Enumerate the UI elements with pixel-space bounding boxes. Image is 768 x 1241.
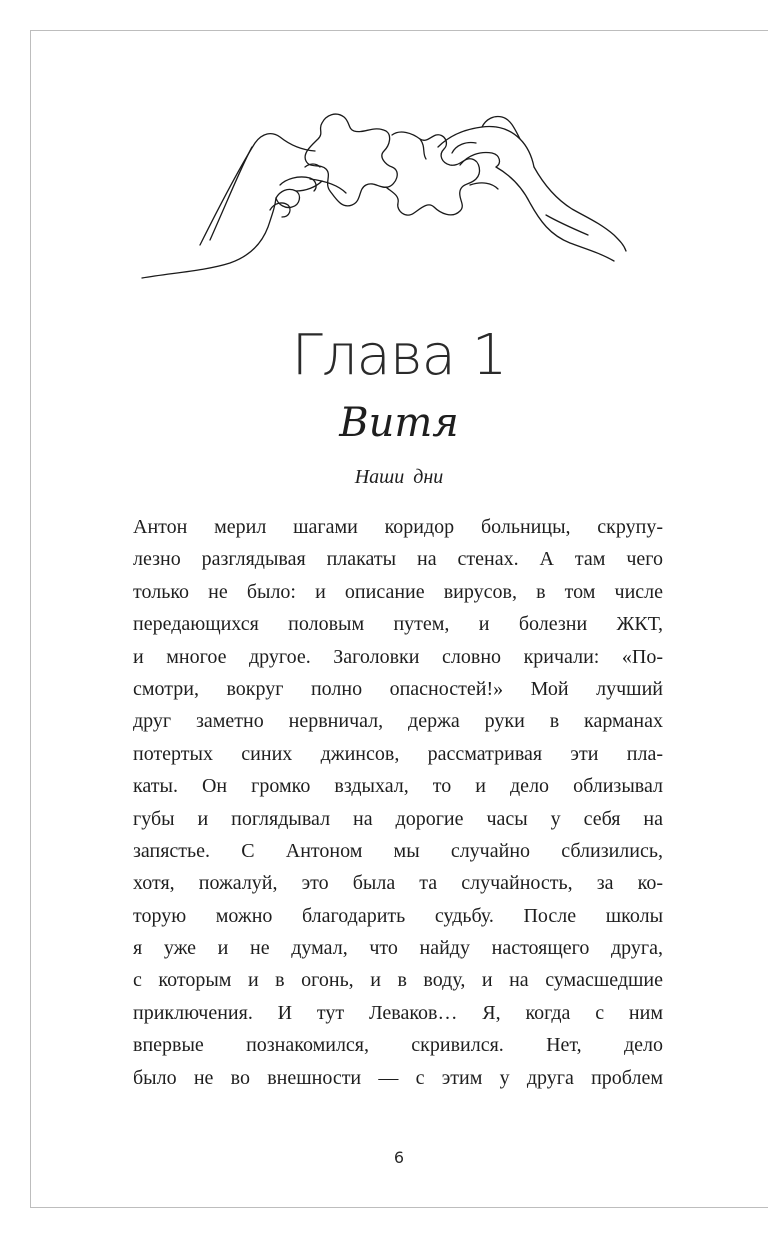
text-line: с которым и в огонь, и в воду, и на сумасшедшие — [133, 969, 663, 992]
chapter-number: Глава 1 — [291, 323, 507, 388]
text-line: я уже и не думал, что найду настоящего друга, — [133, 937, 663, 960]
text-line: запястье. С Антоном мы случайно сблизились, — [133, 839, 663, 862]
text-line: каты. Он громко вздыхал, то и дело облизывал — [133, 775, 663, 798]
text-line: передающихся половым путем, и болезни ЖКТ, — [133, 613, 663, 636]
hands-puzzle-icon — [130, 95, 630, 290]
chapter-subtitle: Наши дни — [354, 466, 444, 488]
text-line: приключения. И тут Леваков… Я, когда с ним — [133, 1001, 663, 1024]
text-line: было не во внешности — с этим у друга проблем — [133, 1066, 663, 1089]
text-line: Антон мерил шагами коридор больницы, скрупу- — [133, 516, 663, 538]
text-line: смотри, вокруг полно опасностей!» Мой лучший — [133, 677, 663, 700]
text-line: лезно разглядывая плакаты на стенах. А там чего — [133, 548, 663, 571]
text-line: и многое другое. Заголовки словно кричали: «По- — [133, 645, 663, 668]
text-line: только не было: и описание вирусов, в том числе — [133, 580, 663, 603]
text-line: хотя, пожалуй, это была та случайность, за ко- — [133, 872, 663, 895]
page-number: 6 — [393, 1148, 405, 1167]
text-line: потертых синих джинсов, рассматривая эти пла- — [133, 742, 663, 765]
text-line: друг заметно нервничал, держа руки в карманах — [133, 710, 663, 733]
body-text — [133, 511, 663, 1094]
text-line: впервые познакомился, скривился. Нет, дело — [133, 1034, 663, 1057]
text-line: торую можно благодарить судьбу. После школы — [133, 904, 663, 927]
text-line: губы и поглядывал на дорогие часы у себя на — [133, 807, 663, 830]
chapter-title: Витя — [339, 400, 459, 446]
